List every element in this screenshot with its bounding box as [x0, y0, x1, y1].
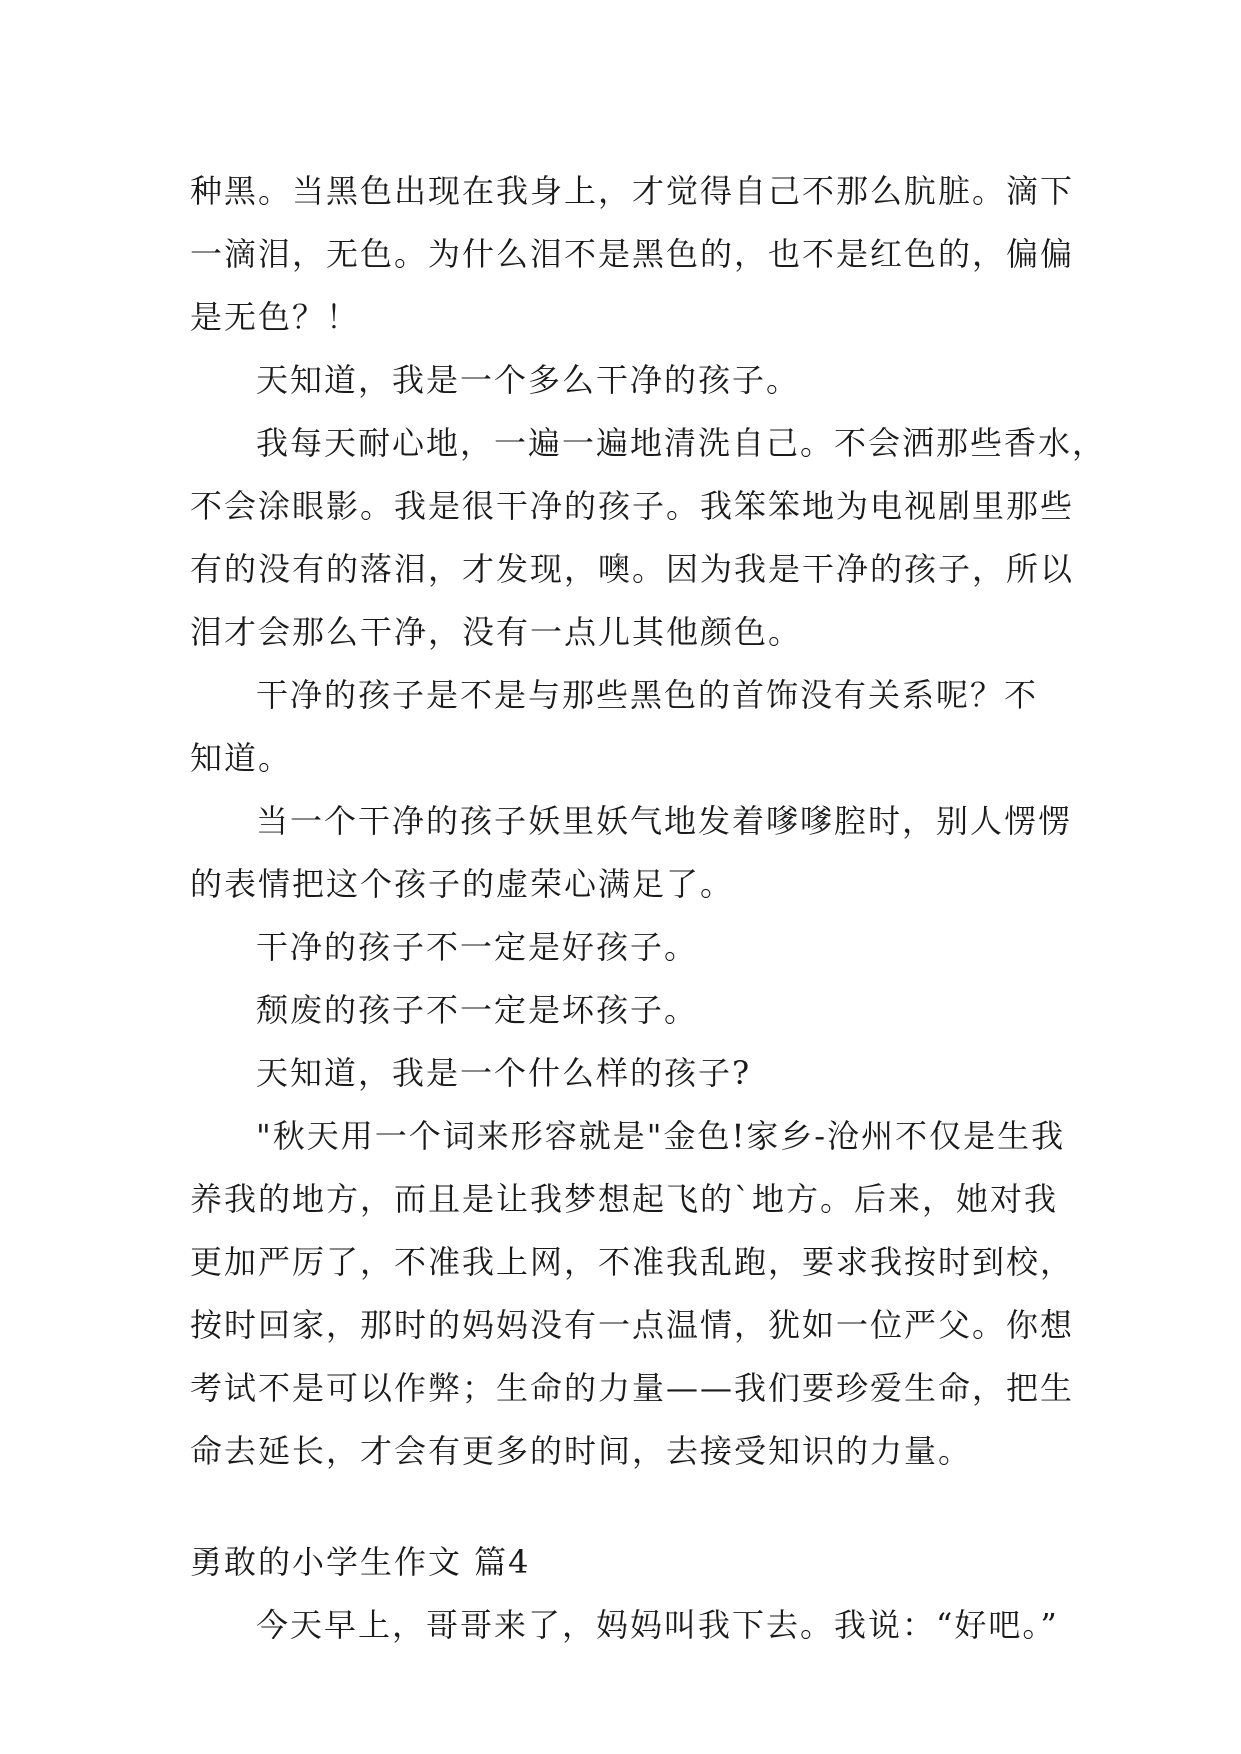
section-heading: 勇敢的小学生作文 篇4: [190, 1543, 531, 1581]
text-line: 不会涂眼影。我是很干净的孩子。我笨笨地为电视剧里那些: [190, 487, 1075, 525]
text-line: 是无色？！: [190, 298, 361, 336]
text-line: "秋天用一个词来形容就是"金色!家乡-沧州不仅是生我: [256, 1117, 1066, 1155]
text-line: 养我的地方，而且是让我梦想起飞的`地方。后来，她对我: [190, 1180, 1059, 1218]
text-line: 今天早上，哥哥来了，妈妈叫我下去。我说：“好吧。”: [256, 1606, 1059, 1644]
text-line: 天知道，我是一个什么样的孩子?: [256, 1054, 752, 1092]
text-line: 当一个干净的孩子妖里妖气地发着嗲嗲腔时，别人愣愣: [256, 802, 1073, 840]
text-line: 考试不是可以作弊；生命的力量——我们要珍爱生命，把生: [190, 1369, 1075, 1407]
text-line: 干净的孩子不一定是好孩子。: [256, 928, 699, 966]
document-page: [190, 160, 1107, 1657]
text-line: 天知道，我是一个多么干净的孩子。: [256, 361, 801, 399]
text-line: 泪才会那么干净，没有一点儿其他颜色。: [190, 613, 803, 651]
text-line: 我每天耐心地，一遍一遍地清洗自己。不会洒那些香水，: [256, 424, 1107, 462]
text-line: 一滴泪，无色。为什么泪不是黑色的，也不是红色的，偏偏: [190, 235, 1075, 273]
text-line: 干净的孩子是不是与那些黑色的首饰没有关系呢？不: [256, 676, 1039, 714]
section-gap: [190, 1483, 1050, 1531]
text-line: 更加严厉了，不准我上网，不准我乱跑，要求我按时到校，: [190, 1243, 1075, 1281]
text-line: 的表情把这个孩子的虚荣心满足了。: [190, 865, 735, 903]
text-line: 命去延长，才会有更多的时间，去接受知识的力量。: [190, 1432, 973, 1470]
text-line: 颓废的孩子不一定是坏孩子。: [256, 991, 699, 1029]
text-line: 有的没有的落泪，才发现，噢。因为我是干净的孩子，所以: [190, 550, 1075, 588]
text-line: 按时回家，那时的妈妈没有一点温情，犹如一位严父。你想: [190, 1306, 1075, 1344]
text-line: 知道。: [190, 739, 293, 777]
text-line: 种黑。当黑色出现在我身上，才觉得自己不那么肮脏。滴下: [190, 172, 1075, 210]
